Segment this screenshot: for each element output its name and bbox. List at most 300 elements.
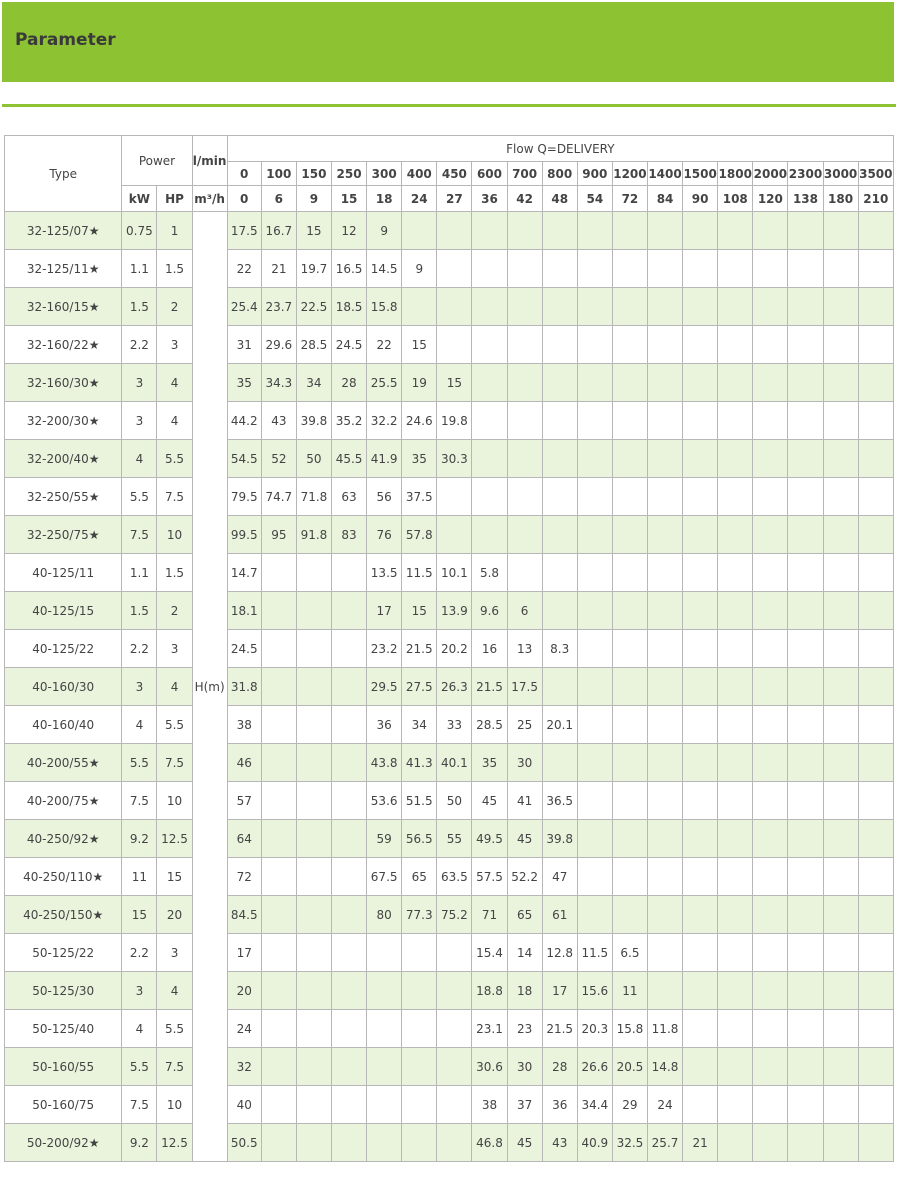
head-value-cell [647, 630, 682, 668]
lmin-value: 100 [261, 162, 296, 186]
table-row [5, 592, 894, 630]
head-value-cell [332, 1086, 367, 1124]
head-value-cell [788, 592, 823, 630]
type-cell: 32-125/07★ [5, 212, 122, 250]
table-row [5, 516, 894, 554]
head-value-cell: 30 [507, 1048, 542, 1086]
head-value-cell [296, 744, 331, 782]
head-value-cell: 34 [296, 364, 331, 402]
head-value-cell: 15.8 [612, 1010, 647, 1048]
head-value-cell: 15.6 [577, 972, 612, 1010]
kw-cell: 5.5 [122, 1048, 157, 1086]
head-value-cell [402, 972, 437, 1010]
head-value-cell [823, 744, 858, 782]
head-value-cell [858, 554, 893, 592]
head-value-cell [858, 668, 893, 706]
hp-cell: 1.5 [157, 554, 192, 592]
head-value-cell [823, 630, 858, 668]
table-row [5, 896, 894, 934]
table-row [5, 440, 894, 478]
head-value-cell [296, 630, 331, 668]
head-value-cell [788, 516, 823, 554]
head-value-cell [507, 250, 542, 288]
head-value-cell [858, 630, 893, 668]
head-value-cell: 21 [261, 250, 296, 288]
head-value-cell [577, 706, 612, 744]
kw-cell: 2.2 [122, 326, 157, 364]
flow-header: Flow Q=DELIVERY [227, 136, 893, 162]
head-value-cell: 45 [472, 782, 507, 820]
head-value-cell [753, 592, 788, 630]
head-value-cell [472, 516, 507, 554]
head-value-cell: 11.8 [647, 1010, 682, 1048]
head-value-cell: 56.5 [402, 820, 437, 858]
hp-cell: 5.5 [157, 706, 192, 744]
head-value-cell [367, 1048, 402, 1086]
type-cell: 40-250/92★ [5, 820, 122, 858]
head-value-cell [612, 212, 647, 250]
head-value-cell [718, 820, 753, 858]
head-value-cell [296, 554, 331, 592]
head-value-cell: 84.5 [227, 896, 261, 934]
kw-cell: 3 [122, 364, 157, 402]
head-value-cell: 45.5 [332, 440, 367, 478]
head-value-cell: 8.3 [542, 630, 577, 668]
lmin-value: 400 [402, 162, 437, 186]
head-value-cell: 24 [647, 1086, 682, 1124]
head-value-cell: 50 [296, 440, 331, 478]
head-value-cell [858, 250, 893, 288]
head-value-cell [612, 554, 647, 592]
head-value-cell [718, 1048, 753, 1086]
head-value-cell: 40.9 [577, 1124, 612, 1162]
hp-cell: 20 [157, 896, 192, 934]
head-value-cell: 28 [332, 364, 367, 402]
kw-cell: 4 [122, 1010, 157, 1048]
head-value-cell [718, 516, 753, 554]
head-value-cell [577, 668, 612, 706]
head-value-cell: 15 [296, 212, 331, 250]
head-value-cell [507, 288, 542, 326]
type-cell: 40-250/150★ [5, 896, 122, 934]
type-cell: 40-160/30 [5, 668, 122, 706]
head-value-cell [788, 212, 823, 250]
head-value-cell [437, 250, 472, 288]
table-row [5, 364, 894, 402]
lmin-header: l/min [192, 136, 227, 186]
head-value-cell: 11.5 [402, 554, 437, 592]
head-value-cell [823, 972, 858, 1010]
head-value-cell [788, 326, 823, 364]
head-value-cell: 28.5 [472, 706, 507, 744]
lmin-value: 3000 [823, 162, 858, 186]
head-value-cell: 80 [367, 896, 402, 934]
table-row [5, 782, 894, 820]
lmin-value: 800 [542, 162, 577, 186]
head-value-cell [647, 250, 682, 288]
type-cell: 32-160/15★ [5, 288, 122, 326]
table-row [5, 1086, 894, 1124]
head-value-cell: 23.7 [261, 288, 296, 326]
type-cell: 40-125/22 [5, 630, 122, 668]
head-value-cell [718, 440, 753, 478]
head-value-cell: 14 [507, 934, 542, 972]
head-value-cell [753, 326, 788, 364]
head-value-cell [261, 744, 296, 782]
head-value-cell: 25 [507, 706, 542, 744]
lmin-value: 300 [367, 162, 402, 186]
head-value-cell [858, 212, 893, 250]
page-title: Parameter [15, 30, 116, 50]
head-value-cell [683, 972, 718, 1010]
head-value-cell [718, 364, 753, 402]
head-value-cell [332, 1010, 367, 1048]
head-value-cell [577, 896, 612, 934]
hp-header: HP [157, 186, 192, 212]
head-value-cell [261, 668, 296, 706]
head-value-cell [647, 782, 682, 820]
hp-cell: 7.5 [157, 744, 192, 782]
head-value-cell [753, 820, 788, 858]
head-value-cell: 15 [402, 326, 437, 364]
lmin-value: 900 [577, 162, 612, 186]
head-value-cell [332, 782, 367, 820]
head-value-cell [296, 934, 331, 972]
head-value-cell: 41.9 [367, 440, 402, 478]
hp-cell: 1 [157, 212, 192, 250]
head-value-cell [437, 288, 472, 326]
kw-cell: 5.5 [122, 744, 157, 782]
kw-cell: 7.5 [122, 516, 157, 554]
type-cell: 32-160/30★ [5, 364, 122, 402]
head-value-cell [788, 1124, 823, 1162]
type-cell: 32-125/11★ [5, 250, 122, 288]
head-value-cell: 20.5 [612, 1048, 647, 1086]
head-value-cell: 19.7 [296, 250, 331, 288]
lmin-value: 150 [296, 162, 331, 186]
head-value-cell [472, 212, 507, 250]
hp-cell: 3 [157, 630, 192, 668]
lmin-value: 450 [437, 162, 472, 186]
head-value-cell: 24.5 [332, 326, 367, 364]
head-value-cell [577, 440, 612, 478]
head-value-cell: 32.5 [612, 1124, 647, 1162]
lmin-value: 1400 [647, 162, 682, 186]
m3h-value: 108 [718, 186, 753, 212]
head-value-cell: 43 [542, 1124, 577, 1162]
head-value-cell [542, 212, 577, 250]
head-value-cell [718, 896, 753, 934]
kw-cell: 1.1 [122, 250, 157, 288]
head-value-cell [332, 706, 367, 744]
type-cell: 32-250/75★ [5, 516, 122, 554]
type-header: Type [5, 136, 122, 212]
head-value-cell [507, 326, 542, 364]
head-value-cell [332, 934, 367, 972]
table-row [5, 706, 894, 744]
head-value-cell: 55 [437, 820, 472, 858]
head-value-cell: 50.5 [227, 1124, 261, 1162]
head-value-cell [683, 516, 718, 554]
hp-cell: 4 [157, 668, 192, 706]
kw-header: kW [122, 186, 157, 212]
head-value-cell: 36 [542, 1086, 577, 1124]
head-value-cell [472, 478, 507, 516]
lmin-value: 3500 [858, 162, 893, 186]
head-value-cell: 9.6 [472, 592, 507, 630]
head-value-cell [823, 1086, 858, 1124]
head-value-cell [261, 972, 296, 1010]
head-value-cell: 18.5 [332, 288, 367, 326]
table-row [5, 858, 894, 896]
head-value-cell: 15 [402, 592, 437, 630]
head-value-cell [612, 592, 647, 630]
type-cell: 50-160/55 [5, 1048, 122, 1086]
head-value-cell [612, 706, 647, 744]
head-value-cell [647, 592, 682, 630]
head-value-cell [507, 440, 542, 478]
head-value-cell [542, 478, 577, 516]
head-value-cell [858, 288, 893, 326]
head-value-cell [577, 820, 612, 858]
head-value-cell: 22 [227, 250, 261, 288]
head-value-cell [472, 288, 507, 326]
head-value-cell [296, 1048, 331, 1086]
head-value-cell [683, 858, 718, 896]
head-value-cell [718, 478, 753, 516]
head-value-cell [647, 478, 682, 516]
head-value-cell [542, 554, 577, 592]
head-value-cell: 57 [227, 782, 261, 820]
head-value-cell: 15 [437, 364, 472, 402]
head-value-cell [472, 440, 507, 478]
head-value-cell [577, 630, 612, 668]
head-value-cell: 36.5 [542, 782, 577, 820]
head-value-cell [577, 250, 612, 288]
head-value-cell: 67.5 [367, 858, 402, 896]
head-value-cell [261, 896, 296, 934]
m3h-header: m³/h [192, 186, 227, 212]
head-value-cell [332, 630, 367, 668]
head-value-cell: 12 [332, 212, 367, 250]
head-value-cell [858, 592, 893, 630]
head-value-cell: 43 [261, 402, 296, 440]
head-value-cell [577, 782, 612, 820]
head-value-cell: 15.8 [367, 288, 402, 326]
head-value-cell: 5.8 [472, 554, 507, 592]
head-value-cell: 29 [612, 1086, 647, 1124]
type-cell: 50-125/40 [5, 1010, 122, 1048]
head-value-cell: 17 [542, 972, 577, 1010]
head-value-cell [858, 782, 893, 820]
m3h-value: 9 [296, 186, 331, 212]
type-cell: 32-200/40★ [5, 440, 122, 478]
head-value-cell [296, 1010, 331, 1048]
head-value-cell [647, 402, 682, 440]
m3h-value: 48 [542, 186, 577, 212]
head-value-cell: 40.1 [437, 744, 472, 782]
head-value-cell: 25.5 [367, 364, 402, 402]
head-value-cell: 29.5 [367, 668, 402, 706]
head-value-cell: 14.5 [367, 250, 402, 288]
table-row [5, 250, 894, 288]
head-value-cell: 15.4 [472, 934, 507, 972]
head-value-cell: 47 [542, 858, 577, 896]
kw-cell: 1.5 [122, 288, 157, 326]
head-value-cell [332, 896, 367, 934]
head-value-cell: 63 [332, 478, 367, 516]
head-label-cell: H(m) [192, 212, 227, 1162]
hp-cell: 7.5 [157, 478, 192, 516]
head-value-cell: 21.5 [472, 668, 507, 706]
head-value-cell: 30.3 [437, 440, 472, 478]
head-value-cell [753, 440, 788, 478]
head-value-cell [332, 1048, 367, 1086]
type-cell: 40-160/40 [5, 706, 122, 744]
head-value-cell: 52.2 [507, 858, 542, 896]
head-value-cell [718, 592, 753, 630]
head-value-cell [367, 972, 402, 1010]
head-value-cell [647, 820, 682, 858]
head-value-cell [402, 1086, 437, 1124]
head-value-cell [577, 212, 612, 250]
head-value-cell [367, 1010, 402, 1048]
head-value-cell [858, 402, 893, 440]
head-value-cell [332, 592, 367, 630]
head-value-cell [683, 250, 718, 288]
head-value-cell [647, 668, 682, 706]
head-value-cell [437, 1124, 472, 1162]
kw-cell: 2.2 [122, 934, 157, 972]
head-value-cell [296, 668, 331, 706]
head-value-cell [823, 250, 858, 288]
table-row [5, 554, 894, 592]
head-value-cell [612, 782, 647, 820]
head-value-cell: 22 [367, 326, 402, 364]
head-value-cell [823, 1048, 858, 1086]
head-value-cell: 52 [261, 440, 296, 478]
head-value-cell: 10.1 [437, 554, 472, 592]
head-value-cell [577, 858, 612, 896]
hp-cell: 2 [157, 288, 192, 326]
hp-cell: 10 [157, 1086, 192, 1124]
head-value-cell: 17.5 [227, 212, 261, 250]
head-value-cell: 36 [367, 706, 402, 744]
head-value-cell: 17.5 [507, 668, 542, 706]
head-value-cell [823, 288, 858, 326]
kw-cell: 3 [122, 972, 157, 1010]
head-value-cell [577, 364, 612, 402]
head-value-cell [788, 744, 823, 782]
head-value-cell: 27.5 [402, 668, 437, 706]
head-value-cell [472, 250, 507, 288]
m3h-value: 36 [472, 186, 507, 212]
head-value-cell [753, 744, 788, 782]
head-value-cell [858, 934, 893, 972]
head-value-cell: 17 [227, 934, 261, 972]
head-value-cell: 46.8 [472, 1124, 507, 1162]
head-value-cell [647, 364, 682, 402]
head-value-cell [718, 858, 753, 896]
head-value-cell [577, 554, 612, 592]
head-value-cell [718, 402, 753, 440]
head-value-cell [612, 364, 647, 402]
head-value-cell [647, 288, 682, 326]
head-value-cell [647, 440, 682, 478]
head-value-cell [507, 402, 542, 440]
lmin-value: 2000 [753, 162, 788, 186]
head-value-cell [542, 250, 577, 288]
head-value-cell [683, 440, 718, 478]
kw-cell: 4 [122, 706, 157, 744]
head-value-cell [472, 326, 507, 364]
head-value-cell [683, 706, 718, 744]
head-value-cell [296, 820, 331, 858]
head-value-cell: 12.8 [542, 934, 577, 972]
table-row [5, 478, 894, 516]
head-value-cell [683, 1086, 718, 1124]
head-value-cell [823, 440, 858, 478]
head-value-cell [296, 782, 331, 820]
head-value-cell [823, 668, 858, 706]
m3h-value: 27 [437, 186, 472, 212]
head-value-cell: 19 [402, 364, 437, 402]
head-value-cell [332, 744, 367, 782]
head-value-cell: 24 [227, 1010, 261, 1048]
head-value-cell [612, 478, 647, 516]
head-value-cell: 95 [261, 516, 296, 554]
lmin-value: 0 [227, 162, 261, 186]
m3h-value: 24 [402, 186, 437, 212]
head-value-cell [788, 706, 823, 744]
head-value-cell: 11.5 [577, 934, 612, 972]
head-value-cell [577, 478, 612, 516]
head-value-cell [753, 668, 788, 706]
head-value-cell [788, 478, 823, 516]
hp-cell: 2 [157, 592, 192, 630]
header-banner [2, 2, 894, 82]
head-value-cell [612, 440, 647, 478]
head-value-cell [261, 592, 296, 630]
head-value-cell [367, 934, 402, 972]
head-value-cell [542, 592, 577, 630]
kw-cell: 3 [122, 668, 157, 706]
head-value-cell [683, 1010, 718, 1048]
head-value-cell [507, 478, 542, 516]
head-value-cell: 21 [683, 1124, 718, 1162]
head-value-cell [612, 250, 647, 288]
head-value-cell [718, 668, 753, 706]
m3h-value: 180 [823, 186, 858, 212]
head-value-cell: 9 [402, 250, 437, 288]
head-value-cell [718, 934, 753, 972]
head-value-cell [507, 554, 542, 592]
type-cell: 40-125/15 [5, 592, 122, 630]
head-value-cell [577, 326, 612, 364]
head-value-cell: 17 [367, 592, 402, 630]
head-value-cell [507, 516, 542, 554]
head-value-cell [788, 972, 823, 1010]
head-value-cell [437, 934, 472, 972]
head-value-cell [858, 820, 893, 858]
head-value-cell: 63.5 [437, 858, 472, 896]
head-value-cell [823, 896, 858, 934]
head-value-cell [788, 1048, 823, 1086]
head-value-cell: 41 [507, 782, 542, 820]
head-value-cell: 37 [507, 1086, 542, 1124]
head-value-cell [753, 250, 788, 288]
head-value-cell [261, 1010, 296, 1048]
